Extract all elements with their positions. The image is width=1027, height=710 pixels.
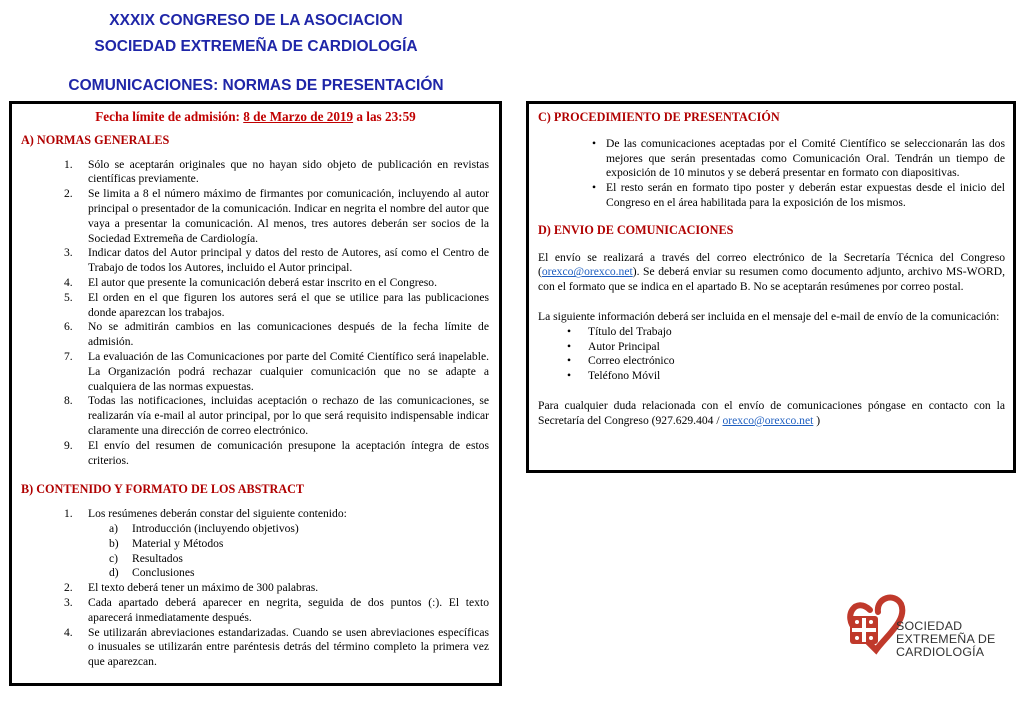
info-item: • Teléfono Móvil [538,369,1005,384]
contact-text-b: ) [813,413,821,427]
info-list [538,325,1005,384]
sub-item [21,566,489,581]
list-item [21,320,489,350]
society-title: SOCIEDAD EXTREMEÑA DE CARDIOLOGÍA [94,38,418,55]
bullet-item: • El resto serán en formato tipo poster y deberán estar expuestas desde el inicio del Congreso en el área habilitada para la exposición de los mismos. [538,181,1005,211]
send-paragraph [538,251,1005,295]
list-item [21,291,489,321]
info-item: • Autor Principal [538,340,1005,355]
sub-item [21,537,489,552]
item-text: Se limita a 8 el número máximo de firmantes por comunicación, incluyendo al autor principal o presentador de la comunicación. Indicar en negrita el nombre del autor que vaya a presentar la comunicación. Al menos, tres autores deberán ser socios de la Sociedad Extremeña de Cardiología. [88,187,489,245]
sub-letter: c) [109,551,119,565]
section-c-list [538,137,1005,211]
deadline [12,110,499,125]
item-text: La evaluación de las Comunicaciones por parte del Comité Científico será inapelable. La Organización podrá rechazar cualquier comunicación que no se adapte a cualquiera de las normas expuestas. [88,349,489,393]
list-item [21,439,489,469]
list-item [21,626,489,670]
item-number: 9. [64,438,73,452]
deadline-time: a las 23:59 [353,109,416,124]
list-item [21,507,489,522]
item-text: El orden en el que figuren los autores será el que se utilice para las publicaciones donde aparezcan los trabajos. [88,290,489,319]
section-a-list [21,158,489,469]
item-number: 5. [64,290,73,304]
send-text-b: ). Se deberá enviar su resumen como documento adjunto, archivo MS-WORD, con el formato que se indica en el apartado B. No se aceptarán resúmenes por correo postal. [538,265,1005,294]
sub-text: Resultados [132,551,183,565]
item-number: 4. [64,275,73,289]
item-text: Los resúmenes deberán constar del siguiente contenido: [88,507,347,521]
section-a-title: A) NORMAS GENERALES [21,132,170,147]
sub-text: Introducción (incluyendo objetivos) [132,521,299,535]
item-text: El envío del resumen de comunicación presupone la aceptación íntegra de estos criterios. [88,438,489,467]
section-d-title: D) ENVIO DE COMUNICACIONES [538,222,734,237]
list-item [21,581,489,596]
deadline-label: Fecha límite de admisión: [95,109,244,124]
email-link[interactable]: orexco@orexco.net [541,265,633,279]
info-paragraph: La siguiente información deberá ser incluida en el mensaje del e-mail de envío de la comunicación: [538,309,1000,323]
left-panel [9,101,502,686]
list-item [21,187,489,246]
right-panel [526,101,1016,473]
contact-email-link[interactable]: orexco@orexco.net [722,413,814,427]
sub-letter: a) [109,521,119,535]
sub-item [21,552,489,567]
send-text-a: El envío se realizará a través del correo electrónico de la Secretaría Técnica del Congreso ( [538,250,1005,279]
item-number: 2. [64,581,73,595]
item-number: 4. [64,625,73,639]
logo-line: EXTREMEÑA DE [896,632,996,646]
list-item [21,394,489,438]
deadline-date: 8 de Marzo de 2019 [243,109,354,124]
list-item [21,350,489,394]
item-text: El autor que presente la comunicación deberá estar inscrito en el Congreso. [88,275,437,289]
congress-title: XXXIX CONGRESO DE LA ASOCIACION [109,12,403,29]
list-item [21,276,489,291]
contact-paragraph [538,399,1005,429]
logo-line: CARDIOLOGÍA [896,645,985,659]
contact-text-a: Para cualquier duda relacionada con el envío de comunicaciones póngase en contacto con la Secretaría del Congreso (927.629.404 / [538,398,1005,427]
item-text: Se utilizarán abreviaciones estandarizadas. Cuando se usen abreviaciones específicas o inusuales se utilizarán entre paréntesis detrás del término completo la primera vez que aparezcan. [88,625,489,669]
item-text: Todas las notificaciones, incluidas aceptación o rechazo de las comunicaciones, se realizarán vía e-mail al autor principal, por lo que será requisito indispensable indicar claramente una dirección de correo electrónico. [88,394,489,437]
item-text: Indicar datos del Autor principal y datos del resto de Autores, así como el Centro de Trabajo de todos los Autores, incluido el Autor principal. [88,246,489,275]
item-text: Cada apartado deberá aparecer en negrita, seguida de dos puntos (:). El texto aparecerá inmediatamente después. [88,595,489,624]
sub-text: Conclusiones [132,566,195,580]
info-item: • Título del Trabajo [538,325,1005,340]
society-logo [846,590,1016,670]
item-number: 3. [64,246,73,260]
item-number: 7. [64,349,73,363]
section-c-title: C) PROCEDIMIENTO DE PRESENTACIÓN [538,110,780,124]
item-text: El texto deberá tener un máximo de 300 palabras. [88,581,319,595]
item-number: 6. [64,320,73,334]
item-text: Sólo se aceptarán originales que no hayan sido objeto de publicación en revistas científicas previamente. [88,157,489,186]
item-number: 1. [64,157,73,171]
item-number: 3. [64,595,73,609]
sub-text: Material y Métodos [132,536,224,550]
list-item [21,596,489,626]
logo-line: SOCIEDAD [896,619,963,633]
item-number: 8. [64,394,73,408]
item-number: 1. [64,507,73,521]
item-text: No se admitirán cambios en las comunicaciones después de la fecha límite de admisión. [88,320,489,349]
page-title: COMUNICACIONES: NORMAS DE PRESENTACIÓN [68,77,444,94]
sub-letter: d) [109,566,119,580]
section-b-list [21,507,489,670]
sub-letter: b) [109,536,119,550]
section-b-title: B) CONTENIDO Y FORMATO DE LOS ABSTRACT [21,482,305,497]
list-item [21,158,489,188]
list-item [21,246,489,276]
item-number: 2. [64,187,73,201]
info-item: • Correo electrónico [538,354,1005,369]
bullet-item: • De las comunicaciones aceptadas por el Comité Científico se seleccionarán las dos mejores que serán presentadas como Comunicación Oral. Tendrán un tiempo de exposición de 10 minutos y se deberá presentar en formato con diapositivas. [538,137,1005,181]
logo-text [896,620,995,659]
sub-item [21,522,489,537]
